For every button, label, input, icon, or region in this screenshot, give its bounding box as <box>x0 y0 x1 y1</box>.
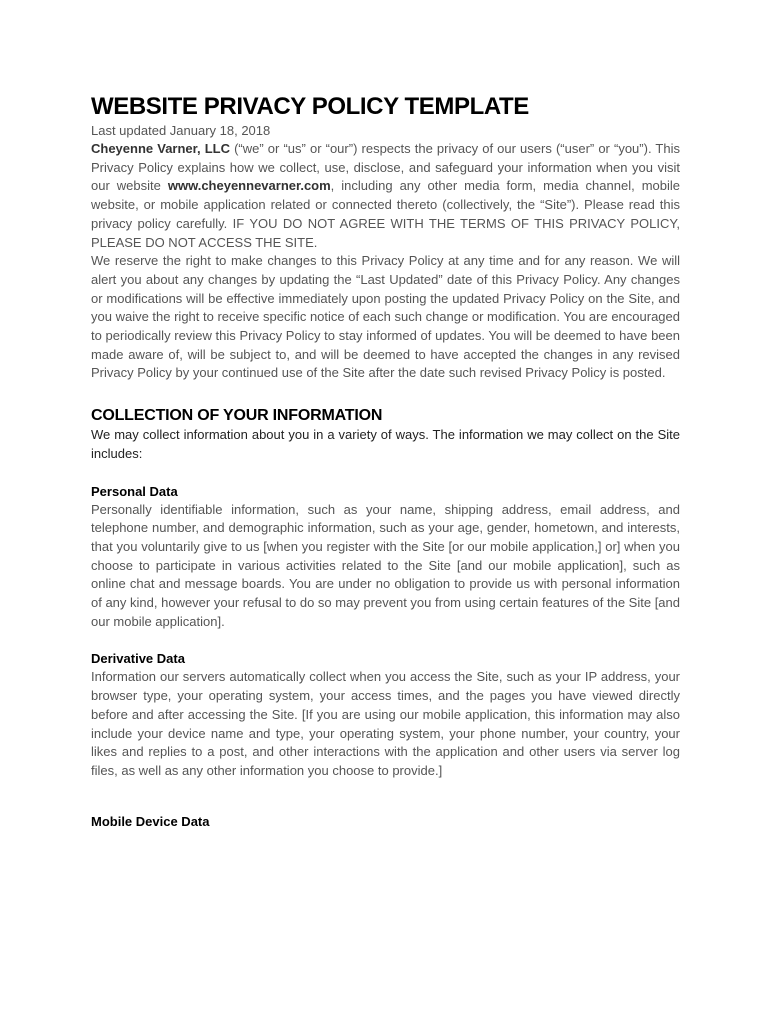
collection-intro: We may collect information about you in a variety of ways. The information we may collect on the Site includes: <box>91 427 680 461</box>
intro-paragraph <box>91 140 680 252</box>
website-url: www.cheyennevarner.com <box>167 178 331 194</box>
personal-data-text: Personally identifiable information, such as your name, shipping address, email address, and telephone number, and demographic information, such as your age, gender, hometown, and interests, that you voluntarily give to us [when you register with the Site [or our mobile application,] or] when you choose to participate in various activities related to the Site [and our mobile application], such as online chat and message boards. You are under no obligation to provide us with personal information of any kind, however your refusal to do so may prevent you from using certain features of the Site [and our mobile application]. <box>91 501 680 629</box>
company-name: Cheyenne Varner, LLC <box>91 141 230 156</box>
collection-section-heading: COLLECTION OF YOUR INFORMATION <box>91 407 383 425</box>
intro-text-part1: (“we” or “us” or “our”) respects the privacy of our users (“user” or “you”). This Privacy Policy explains how we collect, use, disclose, and safeguard your information when you visit our website <box>91 141 680 194</box>
intro-text-part2: , including any other media form, media channel, mobile website, or mobile application related or connected thereto (collectively, the “Site”). Please read this privacy policy carefully. IF YOU DO NOT AGREE WITH THE TERMS OF THIS PRIVACY POLICY, PLEASE DO NOT ACCESS THE SITE. <box>91 178 680 250</box>
last-updated-date: Last updated January 18, 2018 <box>91 123 271 138</box>
derivative-data-heading: Derivative Data <box>91 651 185 667</box>
derivative-data-text: Information our servers automatically collect when you access the Site, such as your IP address, your browser type, your operating system, your access times, and the pages you have viewed directly before and after accessing the Site. [If you are using our mobile application, this information may also include your device name and type, your operating system, your phone number, your country, your likes and replies to a post, and other interactions with the application and other users via server log files, as well as any other information you choose to provide.] <box>91 669 680 778</box>
mobile-device-data-heading: Mobile Device Data <box>91 813 210 829</box>
page-title: WEBSITE PRIVACY POLICY TEMPLATE <box>91 93 529 120</box>
document-page <box>91 93 680 831</box>
changes-paragraph: We reserve the right to make changes to this Privacy Policy at any time and for any reason. We will alert you about any changes by updating the “Last Updated” date of this Privacy Policy. Any changes or modifications will be effective immediately upon posting the updated Privacy Policy on the Site, and you waive the right to receive specific notice of each such change or modification. You are encouraged to periodically review this Privacy Policy to stay informed of updates. You will be deemed to have been made aware of, will be subject to, and will be deemed to have accepted the changes in any revised Privacy Policy by your continued use of the Site after the date such revised Privacy Policy is posted. <box>91 253 680 381</box>
personal-data-heading: Personal Data <box>91 483 178 499</box>
